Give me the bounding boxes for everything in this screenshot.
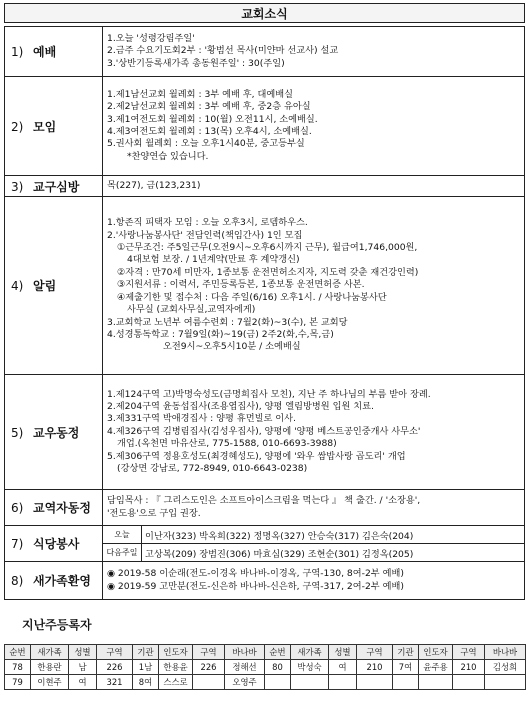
section-label: 5) 교우동정 [5,375,103,490]
registrants-table [4,644,526,690]
content-line: 2.제204구역 윤동섭집사(조용엽집사), 양평 엘림방병원 입원 치료. [107,400,374,412]
section-label: 7) 식당봉사 [5,526,103,562]
section-content [103,197,525,375]
section-label: 3) 교구심방 [5,176,103,197]
registrants-cell: 1남 [133,660,159,675]
registrants-header-cell: 바나바 [225,645,265,660]
registrants-cell [193,675,225,690]
registrants-cell [419,675,453,690]
section-content [103,27,525,77]
registrants-cell: 7여 [393,660,419,675]
content-line: 4.제3여전도회 월례회 : 13(목) 오후4시, 소예배실. [107,126,312,137]
registrants-cell: 오영주 [225,675,265,690]
content-line: 개업.(옥천면 마유산로, 775-1588, 010-6693-3988) [117,438,337,450]
registrants-header-cell: 바나바 [485,645,526,660]
registrants-cell: 한용란 [31,660,69,675]
content-line: '전도용'으로 구입 권장. [107,507,201,519]
content-line: 2.금주 수요기도회2부 : '황범선 목사(미얀마 선교사) 설교 [107,45,339,57]
registrants-cell [291,675,329,690]
section-meeting [5,77,525,176]
content-line: 4.제326구역 김병림집사(김성우집사), 양평에 '양평 베스트공인중개사 사무소' [107,425,421,437]
registrants-title: 지난주등록자 [22,618,92,632]
content-line: 사무실 (교회사무실,교역자에게) [127,304,256,316]
registrants-cell: 김성희 [485,660,526,675]
registrants-cell: 여 [69,675,97,690]
content-line: 오전9시~오후5시10분 / 소예배실 [163,341,301,353]
registrants-cell: 210 [357,660,393,675]
registrants-cell: 이현주 [31,675,69,690]
registrants-header-row [5,645,526,660]
content-line: 1.제124구역 고)박명숙성도(금명희집사 모친), 지난 주 하나님의 부름 받아 장례. [107,388,431,400]
registrants-cell: 8여 [133,675,159,690]
section-worship [5,27,525,77]
registrants-cell: 윤주용 [419,660,453,675]
registrants-header-cell: 순번 [5,645,31,660]
content-line: 1.항존직 피택자 모임 : 오늘 오후3시, 로뎀하우스. [107,217,308,229]
registrants-header-cell: 구역 [453,645,485,660]
content-line: ③지원서류 : 이력서, 주민등록등본, 1종보통 운전면허증 사본. [117,279,365,291]
content-line: 3.제1여전도회 월례회 : 10(월) 오전11시, 소예배실. [107,113,318,125]
section-content [103,562,525,600]
registrants-cell: 226 [97,660,133,675]
section-visit [5,176,525,197]
page-title: 교회소식 [4,3,525,23]
section-content [103,77,525,176]
registrants-cell: 한용윤 [159,660,193,675]
registrants-header-cell: 인도자 [419,645,453,660]
content-line: 3.교회학교 노년부 여름수련회 : 7월2(화)~3(수), 본 교회당 [107,316,348,328]
section-meal [5,526,525,562]
registrants-row [5,675,526,690]
registrants-cell [393,675,419,690]
registrants-header-cell: 새가족 [291,645,329,660]
content-line: 2.제2남선교회 월례회 : 3부 예배 후, 중2층 유아실 [107,101,311,113]
registrants-cell: 210 [453,660,485,675]
registrants-header-cell: 새가족 [31,645,69,660]
section-newcomers [5,562,525,600]
registrants-cell: 226 [193,660,225,675]
content-line: 5.권사회 월례회 : 오늘 오후1시40분, 중고등부실 [107,138,305,150]
content-line: 3.제331구역 박애경집사 : 양평 휴먼빌로 이사. [107,413,296,425]
registrants-header-cell: 구역 [97,645,133,660]
content-line: ◉ 2019-58 이순래(전도-이경옥 바나바-이경옥, 구역-130, 8여-2부 예배) [107,568,404,580]
registrants-cell: 남 [69,660,97,675]
content-line: 담임목사 : 『 그리스도인은 소프트아이스크림을 먹는다 』 책 출간. / '소장용', [107,495,421,507]
meal-row [103,526,524,544]
content-line: ◉ 2019-59 고만분(전도-신은하 바나바-신은하, 구역-317, 2여-2부 예배) [107,580,404,592]
content-line: 목(227), 금(123,231) [107,179,201,191]
registrants-cell: 80 [265,660,291,675]
meal-row-key: 다음주일 [103,544,142,562]
content-line: *찬양연습 있습니다. [127,150,209,162]
section-label: 8) 새가족환영 [5,562,103,600]
section-content [103,526,525,562]
registrants-row [5,660,526,675]
meal-row-value: 고상복(209) 장범진(306) 마효심(329) 조현순(301) 김정옥(205) [145,548,414,560]
registrants-cell [329,675,357,690]
section-label: 4) 알림 [5,197,103,375]
section-notice [5,197,525,375]
registrants-cell: 여 [329,660,357,675]
registrants-cell [453,675,485,690]
registrants-cell: 박성숙 [291,660,329,675]
section-content [103,375,525,490]
registrants-cell: 79 [5,675,31,690]
content-line: 1.제1남선교회 월례회 : 3부 예배 후, 대예배실 [107,88,293,100]
content-line: (강상면 강남로, 772-8949, 010-6643-0238) [117,463,308,475]
content-line: 2.'사랑나눔봉사단' 전담인력(책임간사) 1인 모집 [107,229,303,241]
church-news-table [4,26,525,600]
registrants-header-cell: 기관 [393,645,419,660]
registrants-cell [357,675,393,690]
content-line: 4대보험 보장. / 1년계약(만료 후 계약갱신) [127,254,300,266]
registrants-cell: 스스로 [159,675,193,690]
registrants-header-cell: 구역 [357,645,393,660]
section-members [5,375,525,490]
registrants-header-cell: 성별 [69,645,97,660]
meal-row [103,544,524,562]
registrants-header-cell: 기관 [133,645,159,660]
content-line: ②자격 : 만70세 미만자, 1종보통 운전면허소지자, 지도력 갖춘 재건강인력) [117,266,419,278]
registrants-header-cell: 인도자 [159,645,193,660]
registrants-header-cell: 성별 [329,645,357,660]
meal-row-key: 오늘 [103,526,142,544]
registrants-cell: 78 [5,660,31,675]
section-pastors [5,490,525,526]
content-line: ①근무조건: 주5일근무(오전9시~오후6시까지 근무), 월급여1,746,000원, [117,242,418,254]
section-label: 2) 모임 [5,77,103,176]
registrants-cell: 321 [97,675,133,690]
section-content [103,176,525,197]
section-label: 6) 교역자동정 [5,490,103,526]
meal-table [103,526,524,561]
content-line: ④제출기한 및 접수처 : 다음 주일(6/16) 오후1시. / 사랑나눔봉사단 [117,291,387,303]
section-content [103,490,525,526]
content-line: 3.'상반기등록새가족 총동원주일' : 30(주일) [107,57,285,69]
registrants-cell [265,675,291,690]
registrants-cell [485,675,526,690]
registrants-cell: 정해선 [225,660,265,675]
registrants-header-cell: 구역 [193,645,225,660]
registrants-header-cell: 순번 [265,645,291,660]
content-line: 4.성경통독학교 : 7월9일(화)~19(금) 2주2(화,수,목,금) [107,328,334,340]
content-line: 5.제306구역 정용호성도(최경혜성도), 양평에 '와우 쌈밥사랑 곱도리' 개업 [107,450,406,462]
section-label: 1) 예배 [5,27,103,77]
meal-row-value: 이난자(323) 박옥희(322) 정명옥(327) 안승숙(317) 김은숙(204) [142,526,525,544]
content-line: 1.오늘 '성령강림주일' [107,32,195,44]
